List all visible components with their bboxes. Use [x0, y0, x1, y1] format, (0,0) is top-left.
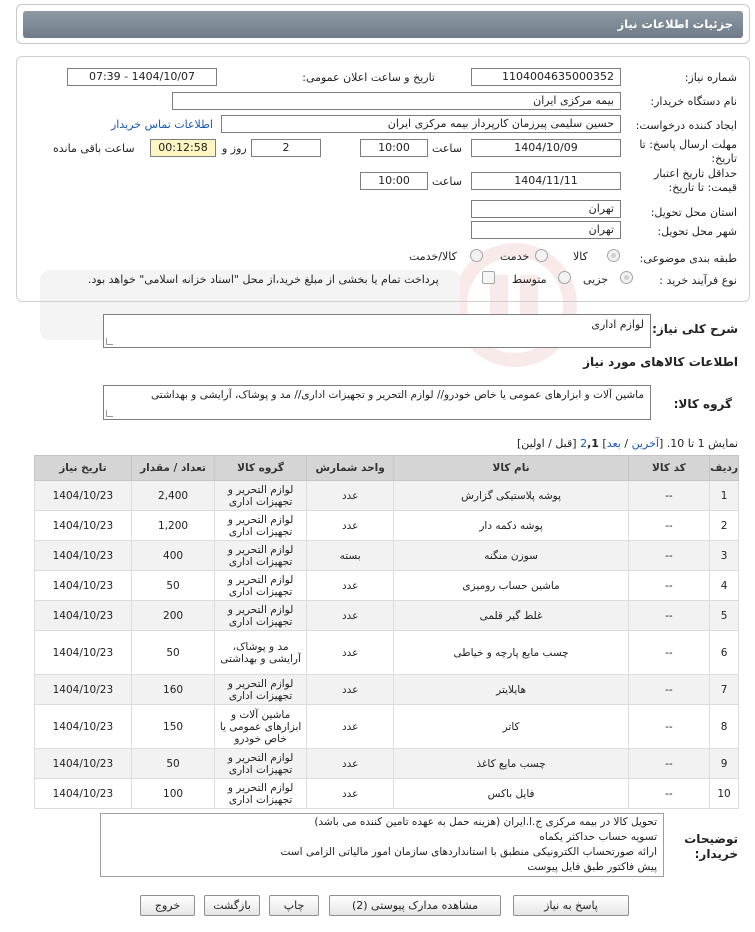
row-unit-cell: عدد: [306, 481, 394, 511]
buyer-org-label: نام دستگاه خریدار:: [650, 95, 737, 108]
row-name-cell: فایل باکس: [394, 779, 628, 809]
category-goods-label: کالا: [573, 250, 588, 263]
col-unit-header: واحد شمارش: [306, 456, 394, 481]
row-qty-cell: 50: [131, 571, 215, 601]
row-unit-cell: عدد: [306, 631, 394, 675]
view-attachments-button[interactable]: مشاهده مدارک پیوستی (2): [329, 895, 501, 916]
row-group-cell: ماشین آلات و ابزارهای عمومی یا خاص خودرو: [215, 705, 307, 749]
validity-label-2: قیمت: تا تاریخ:: [668, 181, 737, 194]
province-label: استان محل تحویل:: [650, 206, 737, 219]
deadline-label: مهلت ارسال پاسخ: تا: [639, 138, 737, 151]
page-title: جزئیات اطلاعات نیاز: [23, 11, 743, 38]
row-unit-cell: عدد: [306, 601, 394, 631]
row-index-cell: 5: [710, 601, 739, 631]
row-name-cell: ماشین حساب رومیزی: [394, 571, 628, 601]
pagination: [517, 437, 738, 450]
process-type-label: نوع فرآیند خرید :: [659, 274, 737, 287]
row-code-cell: --: [628, 705, 709, 749]
row-group-cell: لوازم التحریر و تجهیزات اداری: [215, 749, 307, 779]
table-row: [35, 779, 739, 809]
city-label: شهر محل تحویل:: [657, 225, 737, 238]
row-index-cell: 1: [710, 481, 739, 511]
header-panel: [16, 4, 750, 44]
need-number-label: شماره نیاز:: [684, 71, 737, 84]
category-service-label: خدمت: [500, 250, 530, 263]
row-date-cell: 1404/10/23: [35, 601, 132, 631]
row-qty-cell: 1,200: [131, 511, 215, 541]
items-table: [34, 455, 739, 809]
process-minor-label: جزیی: [583, 273, 609, 286]
deadline-time-field: 10:00: [360, 139, 428, 157]
row-code-cell: --: [628, 571, 709, 601]
table-row: [35, 705, 739, 749]
validity-time-label: ساعت: [432, 175, 462, 188]
buyer-notes-label: توضیحات: [684, 832, 738, 846]
row-index-cell: 8: [710, 705, 739, 749]
table-row: [35, 511, 739, 541]
row-qty-cell: 400: [131, 541, 215, 571]
buyer-org-field: بیمه مرکزی ایران: [172, 92, 621, 110]
pagination-sep-2: ]: [598, 437, 607, 450]
row-code-cell: --: [628, 481, 709, 511]
category-both-radio[interactable]: [470, 249, 483, 262]
row-group-cell: لوازم التحریر و تجهیزات اداری: [215, 779, 307, 809]
row-index-cell: 10: [710, 779, 739, 809]
row-qty-cell: 50: [131, 749, 215, 779]
row-name-cell: پوشه پلاستیکی گزارش: [394, 481, 628, 511]
row-qty-cell: 150: [131, 705, 215, 749]
pagination-page-2-link[interactable]: 2: [580, 437, 588, 450]
row-date-cell: 1404/10/23: [35, 571, 132, 601]
row-name-cell: سوزن منگنه: [394, 541, 628, 571]
col-group-header: گروه کالا: [215, 456, 307, 481]
row-date-cell: 1404/10/23: [35, 631, 132, 675]
table-row: [35, 571, 739, 601]
col-date-header: تاریخ نیاز: [35, 456, 132, 481]
creator-field: حسین سلیمی پیرزمان کارپرداز بیمه مرکزی ایران: [221, 115, 621, 133]
row-code-cell: --: [628, 779, 709, 809]
row-code-cell: --: [628, 631, 709, 675]
row-date-cell: 1404/10/23: [35, 675, 132, 705]
row-name-cell: هایلایتر: [394, 675, 628, 705]
col-index-header: ردیف: [710, 456, 739, 481]
row-qty-cell: 200: [131, 601, 215, 631]
need-number-field: 1104004635000352: [471, 68, 621, 86]
row-date-cell: 1404/10/23: [35, 511, 132, 541]
buyer-note-line: تحویل کالا در بیمه مرکزی ج.ا.ایران (هزینه حمل به عهده تامین کننده می باشد): [314, 816, 657, 828]
treasury-payment-checkbox[interactable]: [482, 271, 495, 284]
validity-date-field: 1404/11/11: [471, 172, 621, 190]
buyer-contact-link[interactable]: اطلاعات تماس خریدار: [111, 118, 213, 131]
back-button[interactable]: بازگشت: [204, 895, 260, 916]
row-index-cell: 7: [710, 675, 739, 705]
category-both-label: کالا/خدمت: [409, 250, 457, 263]
row-code-cell: --: [628, 541, 709, 571]
row-group-cell: مد و پوشاک، آرایشی و بهداشتی: [215, 631, 307, 675]
col-name-header: نام کالا: [394, 456, 628, 481]
table-row: [35, 749, 739, 779]
row-name-cell: کاتر: [394, 705, 628, 749]
table-row: [35, 631, 739, 675]
row-unit-cell: عدد: [306, 779, 394, 809]
announce-date-field: 1404/10/07 - 07:39: [67, 68, 217, 86]
print-button[interactable]: چاپ: [269, 895, 319, 916]
announce-date-label: تاریخ و ساعت اعلان عمومی:: [302, 71, 435, 84]
process-medium-radio[interactable]: [558, 271, 571, 284]
goods-group-textarea: ماشین آلات و ابزارهای عمومی یا خاص خودرو// لوازم التحریر و تجهیزات اداری// مد و پوشاک، آرایشی و بهداشتی: [103, 385, 651, 420]
description-label: شرح کلی نیاز:: [652, 322, 738, 336]
table-row: [35, 481, 739, 511]
row-code-cell: --: [628, 675, 709, 705]
row-unit-cell: عدد: [306, 705, 394, 749]
row-unit-cell: عدد: [306, 675, 394, 705]
pagination-current-page: ,1: [587, 437, 599, 450]
row-unit-cell: عدد: [306, 749, 394, 779]
exit-button[interactable]: خروج: [140, 895, 195, 916]
days-field: 2: [251, 139, 321, 157]
items-table-body: [35, 481, 739, 809]
row-name-cell: غلط گیر قلمی: [394, 601, 628, 631]
pagination-next-link[interactable]: بعد: [606, 437, 621, 450]
creator-label: ایجاد کننده درخواست:: [635, 119, 737, 132]
remaining-time-label: ساعت باقی مانده: [53, 142, 135, 155]
row-index-cell: 9: [710, 749, 739, 779]
goods-info-title: اطلاعات کالاهای مورد نیاز: [583, 355, 738, 369]
row-qty-cell: 2,400: [131, 481, 215, 511]
buyer-note-line: ارائه صورتحساب الکترونیکی منطبق با استانداردهای سازمان امور مالیاتی الزامی است: [280, 846, 657, 858]
row-date-cell: 1404/10/23: [35, 481, 132, 511]
category-service-radio[interactable]: [535, 249, 548, 262]
row-group-cell: لوازم التحریر و تجهیزات اداری: [215, 481, 307, 511]
row-unit-cell: عدد: [306, 511, 394, 541]
col-qty-header: تعداد / مقدار: [131, 456, 215, 481]
row-unit-cell: بسته: [306, 541, 394, 571]
row-code-cell: --: [628, 511, 709, 541]
reply-button[interactable]: پاسخ به نیاز: [513, 895, 629, 916]
buyer-notes-box: [100, 813, 664, 877]
row-qty-cell: 100: [131, 779, 215, 809]
row-index-cell: 2: [710, 511, 739, 541]
row-code-cell: --: [628, 601, 709, 631]
row-name-cell: چسب مایع پارچه و خیاطی: [394, 631, 628, 675]
row-name-cell: چسب مایع کاغذ: [394, 749, 628, 779]
pagination-sep: /: [620, 437, 632, 450]
row-group-cell: لوازم التحریر و تجهیزات اداری: [215, 675, 307, 705]
row-index-cell: 6: [710, 631, 739, 675]
row-qty-cell: 160: [131, 675, 215, 705]
row-date-cell: 1404/10/23: [35, 705, 132, 749]
row-group-cell: لوازم التحریر و تجهیزات اداری: [215, 601, 307, 631]
table-row: [35, 601, 739, 631]
goods-group-label: گروه کالا:: [673, 397, 732, 411]
city-field: تهران: [471, 221, 621, 239]
row-name-cell: پوشه دکمه دار: [394, 511, 628, 541]
row-unit-cell: عدد: [306, 571, 394, 601]
row-qty-cell: 50: [131, 631, 215, 675]
row-group-cell: لوازم التحریر و تجهیزات اداری: [215, 541, 307, 571]
row-date-cell: 1404/10/23: [35, 779, 132, 809]
buyer-note-line: تسویه حساب حداکثر یکماه: [539, 831, 657, 843]
pagination-suffix: [قبل / اولین]: [516, 437, 581, 450]
col-code-header: کد کالا: [628, 456, 709, 481]
validity-time-field: 10:00: [360, 172, 428, 190]
row-date-cell: 1404/10/23: [35, 541, 132, 571]
buyer-note-line: پیش فاکتور طبق فایل پیوست: [527, 861, 657, 873]
treasury-payment-note: پرداخت تمام یا بخشی از مبلغ خرید،از محل "اسناد خزانه اسلامی" خواهد بود.: [88, 273, 439, 286]
row-code-cell: --: [628, 749, 709, 779]
validity-label: حداقل تاریخ اعتبار: [653, 167, 737, 180]
days-label: روز و: [222, 142, 247, 155]
row-group-cell: لوازم التحریر و تجهیزات اداری: [215, 511, 307, 541]
deadline-date-field: 1404/10/09: [471, 139, 621, 157]
pagination-last-link[interactable]: آخرین: [631, 437, 659, 450]
row-date-cell: 1404/10/23: [35, 749, 132, 779]
category-goods-radio[interactable]: [607, 249, 620, 262]
description-textarea: لوازم اداری: [103, 314, 651, 348]
deadline-label-2: تاریخ:: [711, 152, 737, 165]
deadline-time-label: ساعت: [432, 142, 462, 155]
remaining-time-field: 00:12:58: [150, 139, 216, 157]
table-row: [35, 541, 739, 571]
process-medium-label: متوسط: [512, 273, 547, 286]
pagination-prefix: نمایش 1 تا 10. [: [658, 437, 738, 450]
buyer-notes-label-2: خریدار:: [694, 847, 738, 861]
row-index-cell: 4: [710, 571, 739, 601]
category-label: طبقه بندی موضوعی:: [639, 252, 737, 265]
province-field: تهران: [471, 200, 621, 218]
row-group-cell: لوازم التحریر و تجهیزات اداری: [215, 571, 307, 601]
table-row: [35, 675, 739, 705]
row-index-cell: 3: [710, 541, 739, 571]
process-minor-radio[interactable]: [620, 271, 633, 284]
